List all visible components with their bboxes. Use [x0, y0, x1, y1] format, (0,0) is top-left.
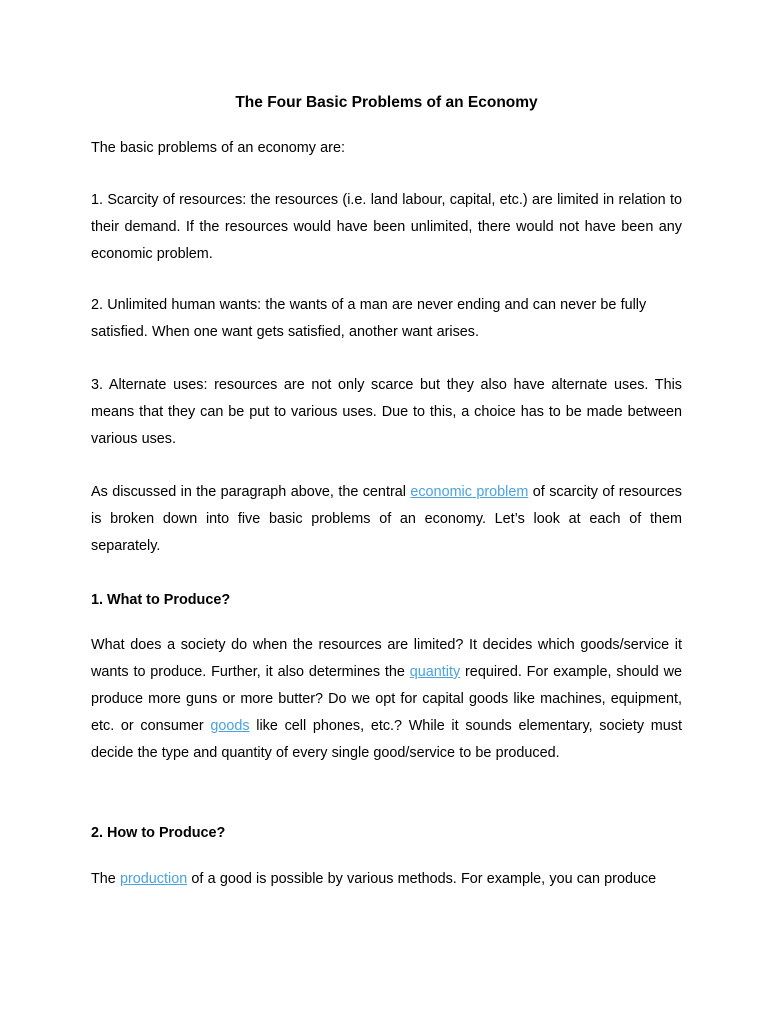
what-to-produce-paragraph — [91, 632, 682, 767]
text-span: of scarcity of resources is broken down into five basic problems of an economy. Let’s look at each of them separately. — [91, 484, 682, 554]
text-span: What does a society do when the resources are limited? It decides which goods/service it wants to produce. Further, it also determines the — [91, 637, 682, 680]
text-span: The — [91, 871, 120, 887]
text-span: like cell phones, etc.? While it sounds elementary, society must decide the type and quantity of every single good/service to be produced. — [91, 718, 682, 761]
text-span: of a good is possible by various methods. For example, you can produce — [187, 871, 657, 887]
goods-link[interactable]: goods — [210, 718, 250, 734]
text-span: required. For example, should we produce more guns or more butter? Do we opt for capital goods like machines, equipment, etc. or consumer — [91, 664, 682, 734]
intro-paragraph: The basic problems of an economy are: — [91, 140, 345, 156]
document-title: The Four Basic Problems of an Economy — [235, 94, 538, 111]
economic-problem-link[interactable]: economic problem — [410, 484, 529, 500]
item-scarcity-paragraph: 1. Scarcity of resources: the resources (i.e. land labour, capital, etc.) are limited in relation to their demand. If the resources would have been unlimited, there would not have been any economic problem. — [91, 192, 682, 262]
central-problem-paragraph — [91, 479, 682, 560]
quantity-link[interactable]: quantity — [409, 664, 461, 680]
text-span: As discussed in the paragraph above, the central — [91, 484, 411, 500]
heading-how-to-produce: 2. How to Produce? — [91, 825, 226, 841]
item-unlimited-wants-paragraph: 2. Unlimited human wants: the wants of a man are never ending and can never be fully satisfied. When one want gets satisfied, another want arises. — [91, 297, 647, 340]
item-alternate-uses-paragraph: 3. Alternate uses: resources are not only scarce but they also have alternate uses. This means that they can be put to various uses. Due to this, a choice has to be made between various uses. — [91, 377, 682, 447]
heading-what-to-produce: 1. What to Produce? — [91, 592, 231, 608]
how-to-produce-paragraph — [91, 866, 682, 893]
production-link[interactable]: production — [120, 871, 188, 887]
